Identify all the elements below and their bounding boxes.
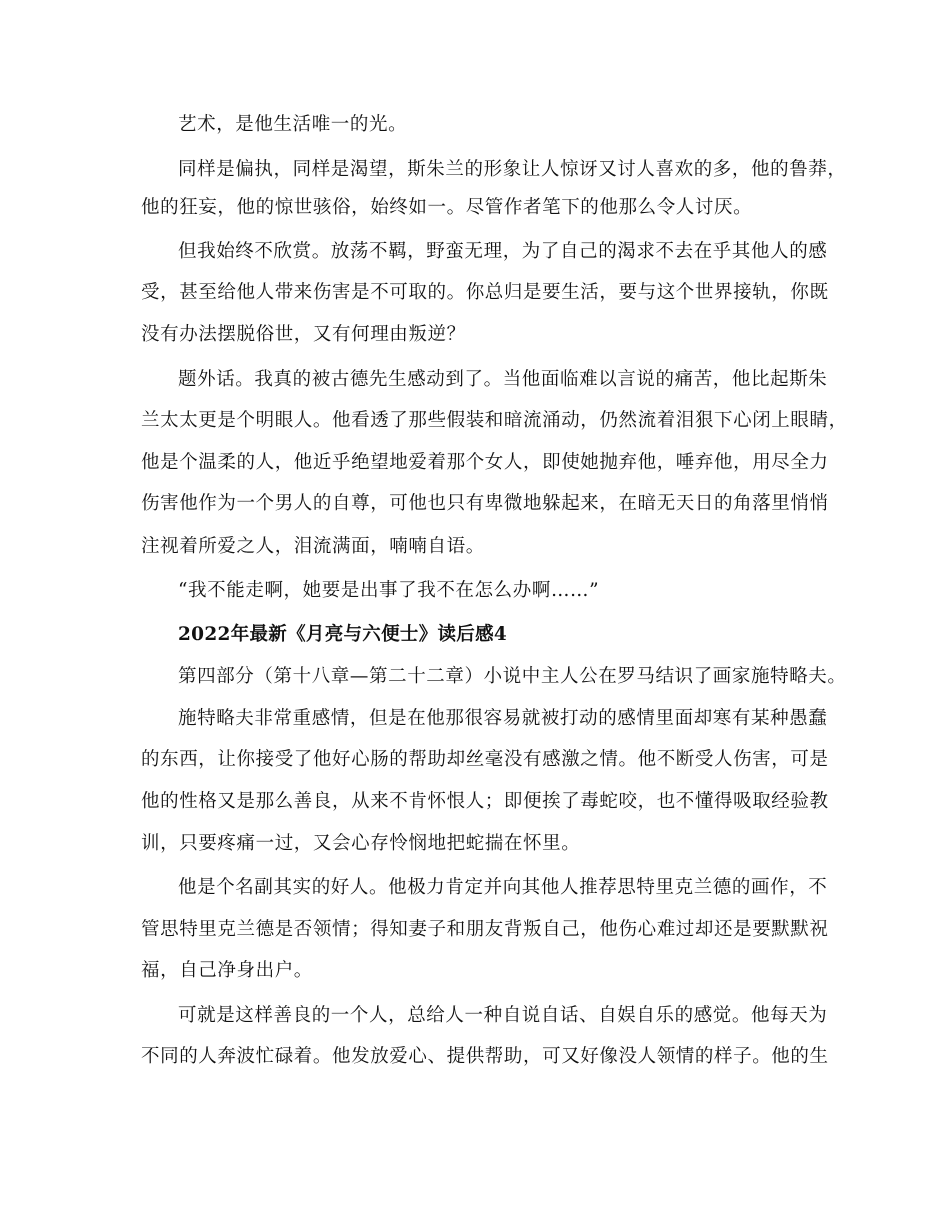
paragraph-line: 艺术，是他生活唯一的光。 [178,114,408,135]
paragraph-line: 兰太太更是个明眼人。他看透了那些假装和暗流涌动，仍然流着泪狠下心闭上眼睛， [141,410,848,431]
paragraph-line: 没有办法摆脱俗世，又有何理由叛逆？ [141,324,466,345]
paragraph-line: 第四部分（第十八章—第二十二章）小说中主人公在罗马结识了画家施特略夫。 [178,666,847,687]
paragraph-line: 训，只要疼痛一过，又会心存怜悯地把蛇揣在怀里。 [141,833,581,854]
quote-line: “我不能走啊，她要是出事了我不在怎么办啊……” [178,580,600,601]
paragraph-line: 福，自己净身出户。 [141,960,313,981]
paragraph-line: 同样是偏执，同样是渴望，斯朱兰的形象让人惊讶又讨人喜欢的多，他的鲁莽， [178,159,847,180]
section-heading: 2022年最新《月亮与六便士》读后感4 [178,624,508,645]
paragraph-line: 管思特里克兰德是否领情；得知妻子和朋友背叛自己，他伤心难过却还是要默默祝 [141,919,829,940]
paragraph-line: 受，甚至给他人带来伤害是不可取的。你总归是要生活，要与这个世界接轨，你既 [141,282,829,303]
paragraph-line: 题外话。我真的被古德先生感动到了。当他面临难以言说的痛苦，他比起斯朱 [178,369,828,390]
paragraph-line: 不同的人奔波忙碌着。他发放爱心、提供帮助，可又好像没人领情的样子。他的生 [141,1046,829,1067]
paragraph-line: 的东西，让你接受了他好心肠的帮助却丝毫没有感激之情。他不断受人伤害，可是 [141,749,829,770]
paragraph-line: 注视着所爱之人，泪流满面，喃喃自语。 [141,536,485,557]
paragraph-line: 伤害他作为一个男人的自尊，可他也只有卑微地躲起来，在暗无天日的角落里悄悄 [141,493,829,514]
paragraph-line: 他是个名副其实的好人。他极力肯定并向其他人推荐思特里克兰德的画作，不 [178,877,828,898]
paragraph-line: 施特略夫非常重感情，但是在他那很容易就被打动的感情里面却寒有某种愚蠢 [178,708,828,729]
paragraph-line: 可就是这样善良的一个人，总给人一种自说自话、自娱自乐的感觉。他每天为 [178,1005,828,1026]
paragraph-line: 他的狂妄，他的惊世骇俗，始终如一。尽管作者笔下的他那么令人讨厌。 [141,197,753,218]
paragraph-line: 他的性格又是那么善良，从来不肯怀恨人；即便挨了毒蛇咬，也不懂得吸取经验教 [141,791,829,812]
paragraph-line: 但我始终不欣赏。放荡不羁，野蛮无理，为了自己的渴求不去在乎其他人的感 [178,241,828,262]
paragraph-line: 他是个温柔的人，他近乎绝望地爱着那个女人，即使她抛弃他，唾弃他，用尽全力 [141,452,829,473]
